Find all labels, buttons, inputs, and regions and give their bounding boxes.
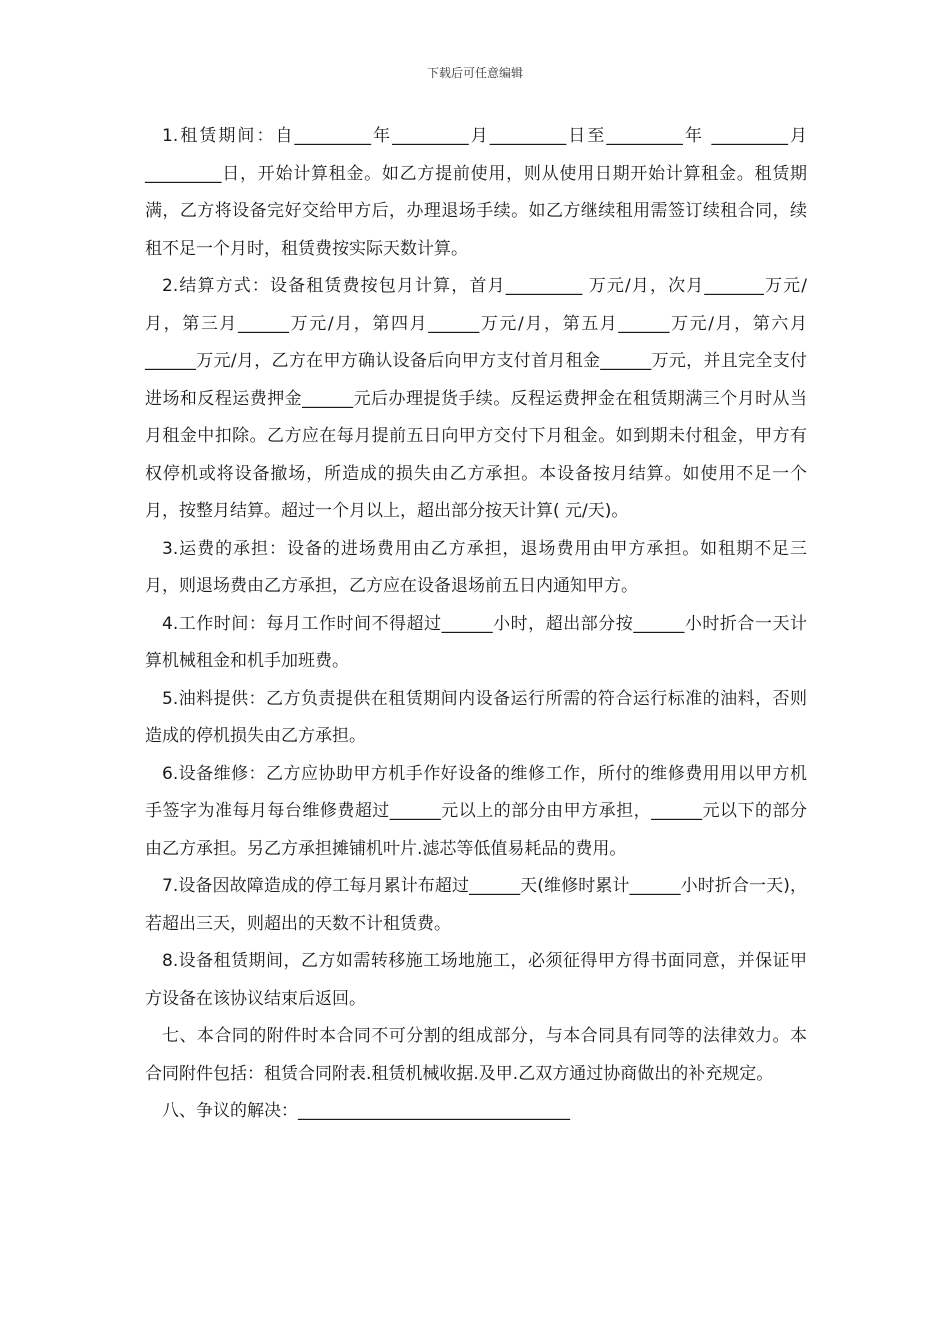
page-header: 下载后可任意编辑 [426,66,523,80]
clause-4-working-hours: 4.工作时间：每月工作时间不得超过______小时，超出部分按______小时折合一天计算机械租金和机手加班费。 [145,613,807,671]
clause-7-downtime: 7.设备因故障造成的停工每月累计布超过______天(维修时累计______小时折合一天)，若超出三天，则超出的天数不计租赁费。 [145,876,807,934]
clause-8-relocation: 8.设备租赁期间，乙方如需转移施工场地施工，必须征得甲方得书面同意，并保证甲方设备在该协议结束后返回。 [145,951,807,1009]
clause-2-settlement: 2.结算方式：设备租赁费按包月计算，首月_________ 万元/月，次月_______万元/月，第三月______万元/月，第四月______万元/月，第五月______万元/月，第六月______万元/月，乙方在甲方确认设备后向甲方支付首月租金______万元，并且完全支付进场和反程运费押金______元后办理提货手续。反程运费押金在租赁期满三个月时从当月租金中扣除。乙方应在每月提前五日向甲方交付下月租金。如到期未付租金，甲方有权停机或将设备撤场，所造成的损失由乙方承担。本设备按月结算。如使用不足一个月，按整月结算。超过一个月以上，超出部分按天计算( 元/天)。 [145,276,807,521]
clause-3-freight: 3.运费的承担：设备的进场费用由乙方承担，退场费用由甲方承担。如租期不足三月，则退场费由乙方承担，乙方应在设备退场前五日内通知甲方。 [145,538,807,596]
clause-5-fuel: 5.油料提供：乙方负责提供在租赁期间内设备运行所需的符合运行标准的油料，否则造成的停机损失由乙方承担。 [145,688,807,746]
clause-6-maintenance: 6.设备维修：乙方应协助甲方机手作好设备的维修工作，所付的维修费用用以甲方机手签字为准每月每台维修费超过______元以上的部分由甲方承担，______元以下的部分由乙方承担。另乙方承担摊铺机叶片.滤芯等低值易耗品的费用。 [145,763,807,859]
section-7-attachments: 七、本合同的附件时本合同不可分割的组成部分，与本合同具有同等的法律效力。本合同附件包括：租赁合同附表.租赁机械收据.及甲.乙双方通过协商做出的补充规定。 [145,1026,807,1084]
section-8-dispute: 八、争议的解决：________________________________ [162,1101,570,1121]
clause-1-lease-period: 1.租赁期间：自_________年_________月_________日至_________年 _________月_________日，开始计算租金。如乙方提前使用，则从使用日期开始计算租金。租赁期满，乙方将设备完好交给甲方后，办理退场手续。如乙方继续租用需签订续租合同，续租不足一个月时，租赁费按实际天数计算。 [145,126,807,259]
document-body [145,118,807,1131]
